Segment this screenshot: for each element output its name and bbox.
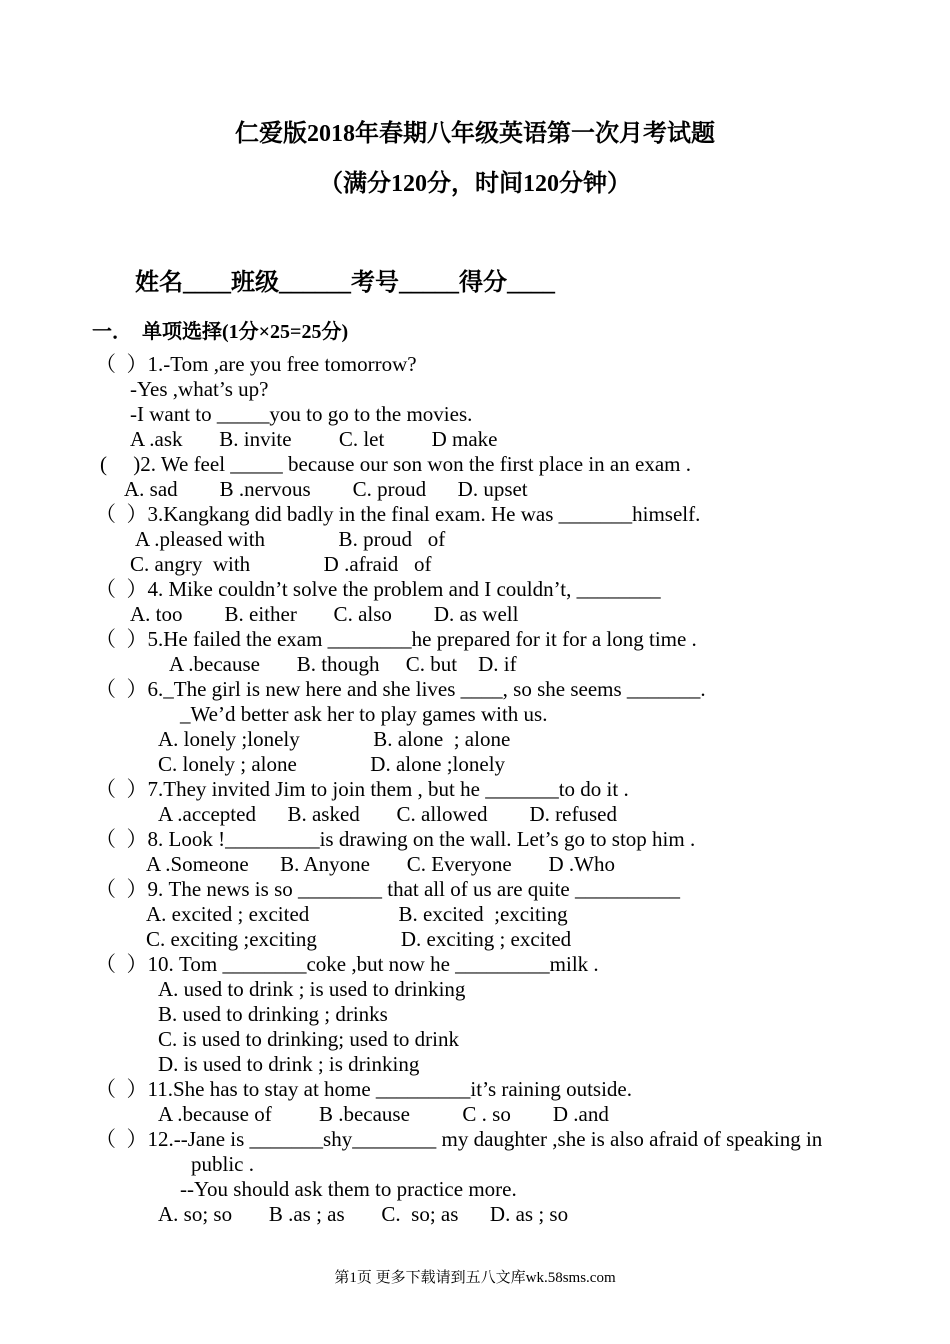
question-4-options: A. too B. either C. also D. as well	[130, 602, 519, 626]
question-1-dialogue: -I want to _____you to go to the movies.	[130, 402, 473, 426]
question-1-dialogue: -Yes ,what’s up?	[130, 377, 269, 401]
question-5-options: A .because B. though C. but D. if	[169, 652, 517, 676]
question-10-option-c: C. is used to drinking; used to drink	[158, 1027, 459, 1051]
question-9-options: C. exciting ;exciting D. exciting ; excited	[146, 927, 572, 951]
question-5: （ ）5.He failed the exam ________he prepared for it for a long time .	[95, 627, 697, 651]
question-7: （ ）7.They invited Jim to join them , but he _______to do it .	[95, 777, 629, 801]
question-10: （ ）10. Tom ________coke ,but now he _________milk .	[95, 952, 599, 976]
question-12: （ ）12.--Jane is _______shy________ my daughter ,she is also afraid of speaking in	[95, 1127, 823, 1151]
page-title: 仁爱版2018年春期八年级英语第一次月考试题	[235, 121, 715, 147]
student-info-line: 姓名____班级______考号_____得分____	[135, 270, 555, 296]
question-12-dialogue: --You should ask them to practice more.	[180, 1177, 517, 1201]
question-10-option-a: A. used to drink ; is used to drinking	[158, 977, 466, 1001]
question-12-continued: public .	[191, 1152, 254, 1176]
question-12-options: A. so; so B .as ; as C. so; as D. as ; so	[158, 1202, 569, 1226]
question-9-options: A. excited ; excited B. excited ;exciting	[146, 902, 568, 926]
question-11-options: A .because of B .because C . so D .and	[158, 1102, 609, 1126]
question-8-options: A .Someone B. Anyone C. Everyone D .Who	[146, 852, 615, 876]
question-10-option-b: B. used to drinking ; drinks	[158, 1002, 388, 1026]
question-7-options: A .accepted B. asked C. allowed D. refused	[158, 802, 617, 826]
question-6-options: C. lonely ; alone D. alone ;lonely	[158, 752, 506, 776]
question-1-options: A .ask B. invite C. let D make	[130, 427, 498, 451]
question-10-option-d: D. is used to drink ; is drinking	[158, 1052, 420, 1076]
question-9: （ ）9. The news is so ________ that all of us are quite __________	[95, 877, 681, 901]
question-3-options: A .pleased with B. proud of	[135, 527, 446, 551]
question-1: （ ）1.-Tom ,are you free tomorrow?	[95, 352, 417, 376]
page-footer: 第1页 更多下载请到五八文库wk.58sms.com	[334, 1270, 616, 1286]
question-6: （ ）6._The girl is new here and she lives ____, so she seems _______.	[95, 677, 706, 701]
question-3: （ ）3.Kangkang did badly in the final exam. He was _______himself.	[95, 502, 701, 526]
question-8: （ ）8. Look !_________is drawing on the wall. Let’s go to stop him .	[95, 827, 696, 851]
page-subtitle: （满分120分，时间120分钟）	[319, 171, 631, 197]
section-heading: 一． 单项选择(1分×25=25分)	[92, 321, 349, 343]
question-11: （ ）11.She has to stay at home _________it’s raining outside.	[95, 1077, 633, 1101]
question-6-options: A. lonely ;lonely B. alone ; alone	[158, 727, 511, 751]
question-6-dialogue: _We’d better ask her to play games with us.	[180, 702, 548, 726]
question-3-options: C. angry with D .afraid of	[130, 552, 432, 576]
question-2-options: A. sad B .nervous C. proud D. upset	[124, 477, 528, 501]
question-2: ( )2. We feel _____ because our son won the first place in an exam .	[100, 452, 691, 476]
question-4: （ ）4. Mike couldn’t solve the problem and I couldn’t, ________	[95, 577, 661, 601]
